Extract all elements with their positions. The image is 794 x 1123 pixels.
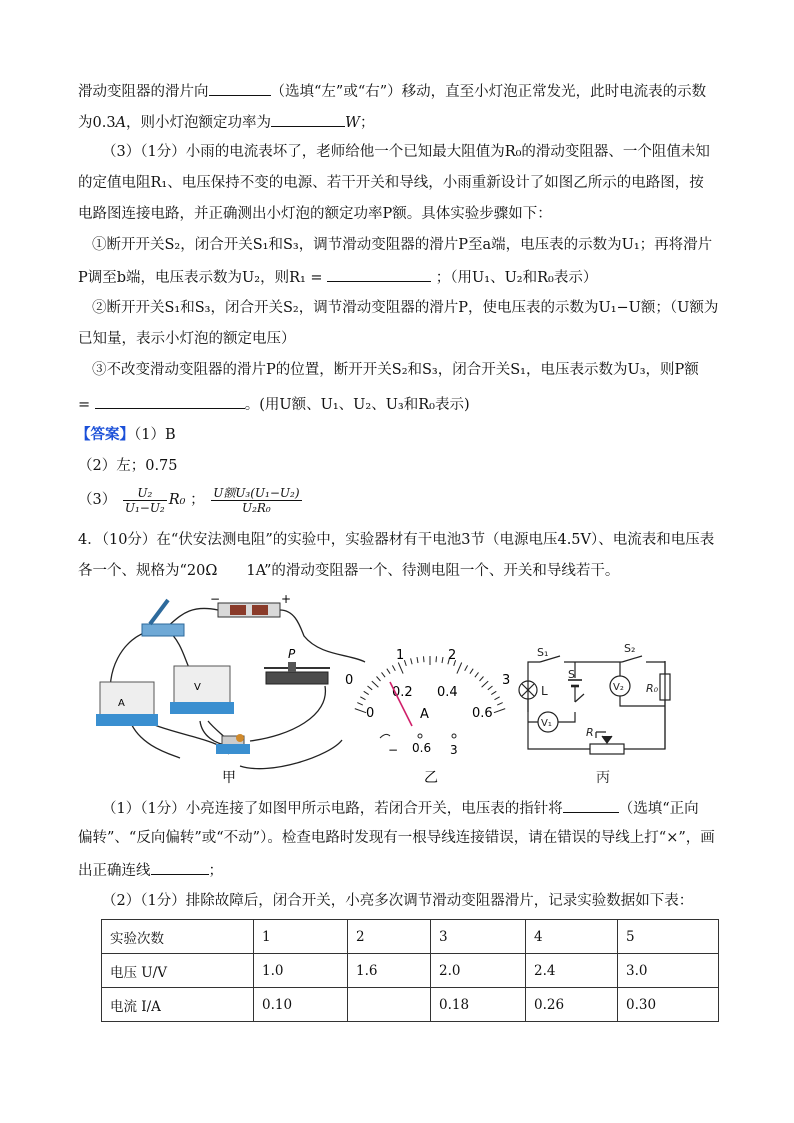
figure-jia: [96, 592, 365, 786]
switch-base: [142, 624, 184, 636]
answer-blank[interactable]: [95, 392, 245, 409]
dial-tick: [488, 686, 493, 690]
battery-pack: [218, 603, 280, 617]
answer-blank[interactable]: [151, 858, 209, 875]
step3-text: =: [78, 397, 91, 413]
q4-text: （选填“正向: [618, 801, 699, 817]
dial-tick: [360, 697, 365, 700]
battery-minus-label: −: [210, 592, 221, 606]
dial-top-label: 0: [345, 673, 354, 688]
label-s: S: [568, 668, 575, 681]
step3-text: 。(用U额、U₁、U₂、U₃和R₀表示): [244, 397, 470, 413]
dial-unit: A: [420, 707, 429, 722]
dial-tick: [404, 660, 406, 666]
dial-tick: [442, 657, 443, 663]
step1-text: P调至b端，电压表示数为U₂，则R₁ =: [78, 270, 323, 286]
dial-tick: [387, 669, 390, 674]
voltmeter-label: V: [194, 682, 201, 693]
dial-tick: [411, 658, 413, 664]
voltmeter-base: [170, 702, 234, 714]
table-row: [102, 954, 719, 988]
table-cell: 2: [348, 920, 431, 954]
q3-text: ；: [359, 115, 375, 131]
table-cell: 1: [254, 920, 348, 954]
data-table: [101, 919, 719, 1022]
answer-blank[interactable]: [209, 79, 271, 96]
answer-3-prefix: （3）: [78, 492, 117, 508]
terminal-dot: [418, 734, 422, 738]
label-v2: V₂: [613, 682, 624, 693]
label-r: R: [586, 726, 594, 739]
dial-tick: [368, 686, 373, 690]
dial-tick: [436, 656, 437, 662]
terminal-label: 3: [450, 743, 458, 757]
table-cell: 4: [526, 920, 618, 954]
battery-cell: [252, 605, 268, 615]
q4-text: （1）（1分）小亮连接了如图甲所示电路，若闭合开关，电压表的指针将: [102, 801, 563, 817]
figure-yi-caption: 乙: [424, 770, 438, 786]
dial-bottom-label: 0.4: [437, 685, 458, 700]
dial-top-label: 2: [448, 648, 457, 663]
table-cell: 实验次数: [102, 920, 254, 954]
dial-tick: [495, 697, 500, 700]
dial-tick: [491, 691, 496, 694]
dial-tick: [494, 709, 505, 713]
fraction-denominator: U₂R₀: [241, 500, 271, 515]
q3-text: 滑动变阻器的滑片向: [78, 84, 209, 100]
q3-line-2: [78, 110, 374, 134]
fraction-power: [211, 486, 301, 515]
table-cell: 3: [431, 920, 526, 954]
dial-ticks: [355, 656, 505, 713]
table-cell: 0.26: [526, 988, 618, 1022]
dial-bottom-label: 0.6: [472, 706, 493, 721]
dial-tick: [372, 681, 379, 687]
label-s2: S₂: [624, 642, 636, 655]
dial-tick: [382, 672, 386, 677]
figure-jia-caption: 甲: [222, 770, 236, 786]
ammeter-label: A: [118, 698, 125, 709]
ammeter-base: [96, 714, 158, 726]
rheostat-coil: [266, 672, 328, 684]
q3-line-1: [78, 79, 706, 103]
fraction-r1: [123, 486, 167, 515]
unit-symbol: W: [345, 115, 360, 131]
dial-tick: [480, 677, 484, 682]
rheostat-slider[interactable]: [288, 662, 296, 672]
terminal-label: −: [388, 743, 399, 757]
dial-tick: [475, 672, 479, 677]
q3-text: 为0.3: [78, 115, 116, 131]
answer-blank[interactable]: [327, 265, 431, 282]
unit-symbol: A: [115, 115, 127, 131]
switch-s[interactable]: [575, 694, 584, 702]
fraction-tail: R₀: [168, 492, 186, 508]
table-row: [102, 988, 719, 1022]
dial-tick: [482, 681, 489, 687]
battery-cell: [230, 605, 246, 615]
figure-group: [90, 586, 700, 788]
resistor-base: [216, 744, 250, 754]
dial-tick: [424, 656, 425, 662]
q4-text: 出正确连线: [78, 863, 151, 879]
voltmeter: [174, 666, 230, 704]
q4-heading-line-1: 4．（10分）在“伏安法测电阻”的实验中，实验器材有干电池3节（电源电压4.5V）、电流表和电压表: [78, 532, 715, 548]
table-cell: 2.4: [526, 954, 618, 988]
figure-bing: [519, 656, 670, 754]
label-s1: S₁: [537, 646, 549, 659]
dial-tick: [364, 691, 369, 694]
dial-tick: [398, 663, 403, 674]
q3-text: ，则小灯泡额定功率为: [126, 115, 272, 131]
separator: ；: [190, 492, 205, 508]
dial-tick: [470, 669, 473, 674]
fraction-numerator: U额U₃(U₁−U₂): [213, 485, 300, 500]
q4-heading-line-2: 各一个、规格为“20Ω 1A”的滑动变阻器一个、待测电阻一个、开关和导线若干。: [78, 563, 620, 579]
answer-label: 【答案】: [76, 426, 134, 443]
answer-blank[interactable]: [271, 110, 345, 127]
figure-bing-caption: 丙: [596, 770, 610, 786]
answer-blank[interactable]: [563, 796, 619, 813]
table-cell: 0.18: [431, 988, 526, 1022]
table-cell: 2.0: [431, 954, 526, 988]
q3-text: （选填“左”或“右”）移动，直至小灯泡正常发光，此时电流表的示数: [270, 84, 707, 100]
label-v1: V₁: [541, 718, 552, 729]
answer-line-3: [78, 482, 304, 518]
dial-top-label: 1: [396, 648, 405, 663]
terminal-label: 0.6: [412, 741, 432, 755]
label-r0: R₀: [646, 682, 659, 695]
step1-text: ；（用U₁、U₂和R₀表示）: [435, 270, 598, 286]
q4-part1-line-2: 偏转”、“反向偏转”或“不动”）。检查电路时发现有一根导线连接错误，请在错误的导线上打“×”，画: [78, 830, 715, 846]
dial-tick: [392, 665, 395, 670]
table-cell: 1.6: [348, 954, 431, 988]
switch-lever[interactable]: [150, 600, 168, 624]
terminal-dot: [452, 734, 456, 738]
dial-tick: [457, 663, 462, 674]
dial-bottom-label: 0.2: [392, 685, 413, 700]
q3-part3-line-1: （3）（1分）小雨的电流表坏了，老师给他一个已知最大阻值为R₀的滑动变阻器、一个阻值未知: [102, 144, 710, 160]
fraction-numerator: U₂: [123, 486, 167, 501]
switch-s2[interactable]: [622, 656, 642, 662]
dial-top-label: 3: [502, 673, 511, 688]
table-cell: 3.0: [618, 954, 719, 988]
terminal-wire: [380, 734, 390, 738]
table-cell: 5: [618, 920, 719, 954]
step1-line-1: ①断开开关S₂，闭合开关S₁和S₃，调节滑动变阻器的滑片P至a端，电压表的示数为U₁；再将滑片: [92, 237, 713, 253]
q4-part2-line-1: （2）（1分）排除故障后，闭合开关，小亮多次调节滑动变阻器滑片，记录实验数据如下表：: [102, 893, 694, 909]
battery-plus-label: +: [281, 592, 292, 606]
dial-tick: [497, 703, 503, 706]
dial-tick: [355, 709, 366, 713]
table-row: [102, 920, 719, 954]
step3-line-2: [78, 392, 470, 416]
table-cell: 电流 I/A: [102, 988, 254, 1022]
answer-line-1: [76, 424, 176, 446]
dial-tick: [465, 665, 468, 670]
step3-line-1: ③不改变滑动变阻器的滑片P的位置，断开开关S₂和S₃，闭合开关S₁，电压表示数为U₃，则P额: [92, 362, 699, 378]
step1-line-2: [78, 265, 597, 289]
step2-line-2: 已知量，表示小灯泡的额定电压）: [78, 331, 296, 347]
table-cell: 1.0: [254, 954, 348, 988]
q4-part1-line-3: [78, 858, 223, 882]
dial-bottom-label: 0: [366, 706, 375, 721]
q3-part3-line-2: 的定值电阻R₁、电压保持不变的电源、若干开关和导线，小雨重新设计了如图乙所示的电路图，按: [78, 175, 704, 191]
label-l: L: [541, 684, 548, 698]
table-cell: 电压 U/V: [102, 954, 254, 988]
table-cell-empty[interactable]: [348, 988, 431, 1022]
answer-line-2: （2）左；0.75: [78, 458, 178, 474]
dial-tick: [417, 657, 418, 663]
q4-part1-line-1: [102, 796, 699, 820]
dial-tick: [377, 677, 381, 682]
answer-1: （1）B: [134, 427, 176, 443]
rheostat-slider-label: P: [288, 647, 296, 661]
table-cell: 0.10: [254, 988, 348, 1022]
figure-yi: [345, 648, 510, 786]
step2-line-1: ②断开开关S₁和S₃，闭合开关S₂，调节滑动变阻器的滑片P，使电压表的示数为U₁−U额；（U额为: [92, 300, 719, 316]
q3-part3-line-3: 电路图连接电路，并正确测出小灯泡的额定功率P额。具体实验步骤如下：: [78, 206, 552, 222]
fraction-denominator: U₁−U₂: [124, 500, 165, 515]
resistor-terminal: [236, 734, 244, 742]
table-cell: 0.30: [618, 988, 719, 1022]
rheostat-r: [590, 744, 624, 754]
dial-tick: [357, 703, 363, 706]
q4-text: ；: [208, 863, 223, 879]
